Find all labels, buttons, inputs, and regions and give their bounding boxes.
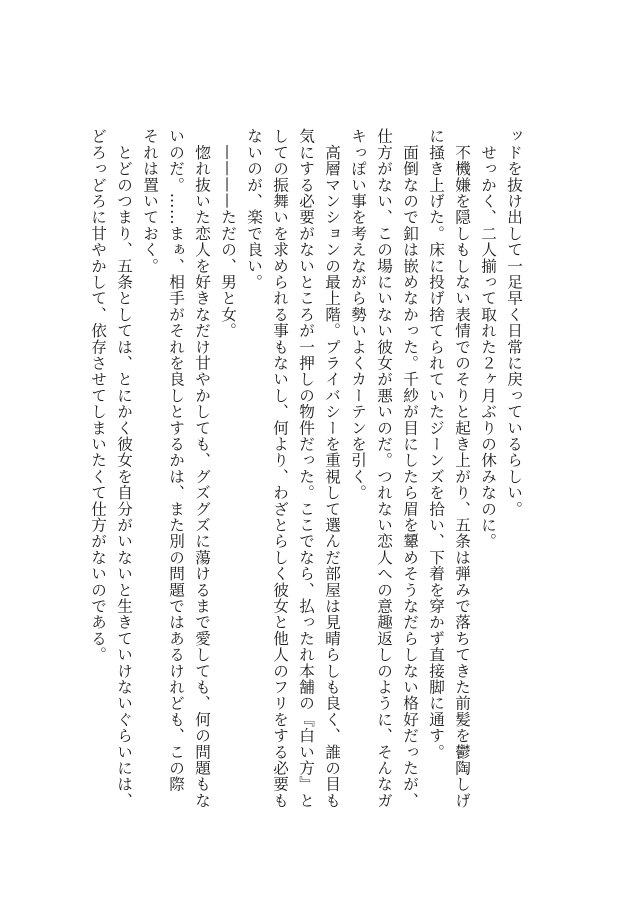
text-line: とどのつまり、五条としては、とにかく彼女を自分がいないと生きていけないぐらいには、 xyxy=(115,128,133,809)
vertical-text-body xyxy=(85,128,527,808)
text-line: しての振舞いを求められる事もないし、何より、わざとらしく彼女と他人のフリをする必要も xyxy=(271,128,289,809)
text-line: 惚れ抜いた恋人を好きなだけ甘やかしても、グズグズに蕩けるまで愛しても、何の問題もな xyxy=(193,128,211,809)
text-line: 面倒なので釦は嵌めなかった。千紗が目にしたら眉を顰めそうなだらしない格好だったが、 xyxy=(401,128,419,809)
text-line: 高層マンションの最上階。プライバシーを重視して選んだ部屋は見晴らしも良く、誰の目も xyxy=(323,128,341,809)
text-line: ッドを抜け出して一足早く日常に戻っているらしい。 xyxy=(505,128,523,517)
text-line: せっかく、二人揃って取れた２ヶ月ぶりの休みなのに。 xyxy=(479,128,497,550)
text-line: どろっどろに甘やかして、依存させてしまいたくて仕方がないのである。 xyxy=(89,128,107,663)
text-line: 不機嫌を隠しもしない表情でのそりと起き上がり、五条は弾みで落ちてきた前髪を鬱陶しげ xyxy=(453,128,471,809)
text-line: キっぽい事を考えながら勢いよくカーテンを引く。 xyxy=(349,128,367,501)
text-line: 気にする必要がないところが一押しの物件だった。ここでなら、払ったれ本舗の『白い方』と xyxy=(297,128,315,809)
text-line: に掻き上げた。床に投げ捨てられていたジーンズを拾い、下着を穿かず直接脚に通す。 xyxy=(427,128,445,760)
text-line: いのだ。……まぁ、相手がそれを良しとするかは、また別の問題ではあるけれども、この際 xyxy=(167,128,185,793)
text-line: それは置いておく。 xyxy=(141,128,159,274)
text-line: 仕方がない、この場にいない彼女が悪いのだ。つれない恋人への意趣返しのように、そんなガ xyxy=(375,128,393,809)
text-line: ないのが、楽で良い。 xyxy=(245,128,263,290)
text-line: ————ただの、男と女。 xyxy=(219,128,237,339)
